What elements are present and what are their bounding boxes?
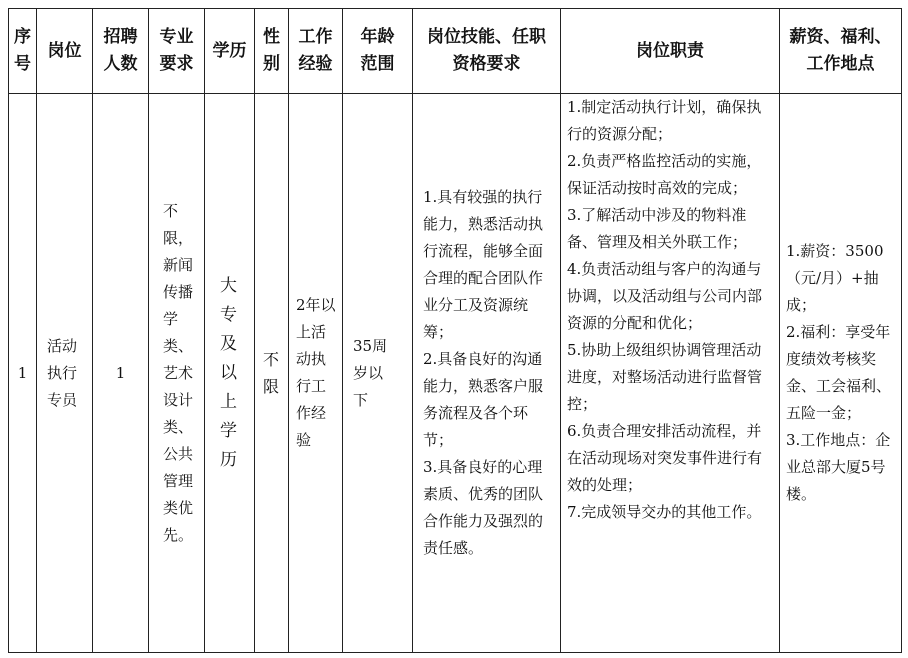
header-salary: 薪资、福利、工作地点 [780, 9, 902, 94]
header-experience: 工作经验 [289, 9, 343, 94]
duty-item: 4.负责活动组与客户的沟通与协调，以及活动组与公司内部资源的分配和优化； [567, 260, 763, 332]
header-skills: 岗位技能、任职资格要求 [413, 9, 561, 94]
cell-education: 大专及以上学历 [205, 94, 255, 653]
header-major: 专业要求 [149, 9, 205, 94]
salary-item: 1.薪资：3500（元/月）+抽成； [786, 242, 884, 314]
cell-seq: 1 [9, 94, 37, 653]
cell-count: 1 [93, 94, 149, 653]
header-gender: 性别 [255, 9, 289, 94]
duty-item: 1.制定活动执行计划，确保执行的资源分配； [567, 98, 762, 143]
header-age: 年龄范围 [343, 9, 413, 94]
cell-salary [780, 94, 902, 653]
cell-age: 35周岁以下 [343, 94, 413, 653]
cell-major: 不限，新闻传播学类、艺术设计类、公共管理类优先。 [149, 94, 205, 653]
duty-item: 6.负责合理安排活动流程，并在活动现场对突发事件进行有效的处理； [567, 422, 763, 494]
header-education: 学历 [205, 9, 255, 94]
header-count: 招聘人数 [93, 9, 149, 94]
header-row [9, 9, 902, 94]
cell-experience: 2年以上活动执行工作经验 [289, 94, 343, 653]
salary-item: 2.福利：享受年度绩效考核奖金、工会福利、五险一金； [786, 323, 892, 422]
header-seq: 序号 [9, 9, 37, 94]
cell-position: 活动执行专员 [37, 94, 93, 653]
table-row [9, 94, 902, 653]
duty-item: 3.了解活动中涉及的物料准备、管理及相关外联工作； [567, 206, 748, 251]
skill-item: 1.具有较强的执行能力，熟悉活动执行流程，能够全面合理的配合团队作业分工及资源统筹； [423, 188, 544, 341]
job-posting-table [8, 8, 902, 653]
cell-gender: 不限 [255, 94, 289, 653]
header-duties: 岗位职责 [561, 9, 780, 94]
duty-item: 5.协助上级组织协调管理活动进度，对整场活动进行监督管控； [567, 341, 763, 413]
duty-item: 7.完成领导交办的其他工作。 [567, 503, 762, 521]
skill-item: 2.具备良好的沟通能力，熟悉客户服务流程及各个环节； [423, 350, 544, 449]
salary-item: 3.工作地点：企业总部大厦5号楼。 [786, 431, 891, 503]
duty-item: 2.负责严格监控活动的实施，保证活动按时高效的完成； [567, 152, 762, 197]
cell-skills [413, 94, 561, 653]
skill-item: 3.具备良好的心理素质、优秀的团队合作能力及强烈的责任感。 [423, 458, 544, 557]
cell-duties [561, 94, 780, 653]
header-position: 岗位 [37, 9, 93, 94]
